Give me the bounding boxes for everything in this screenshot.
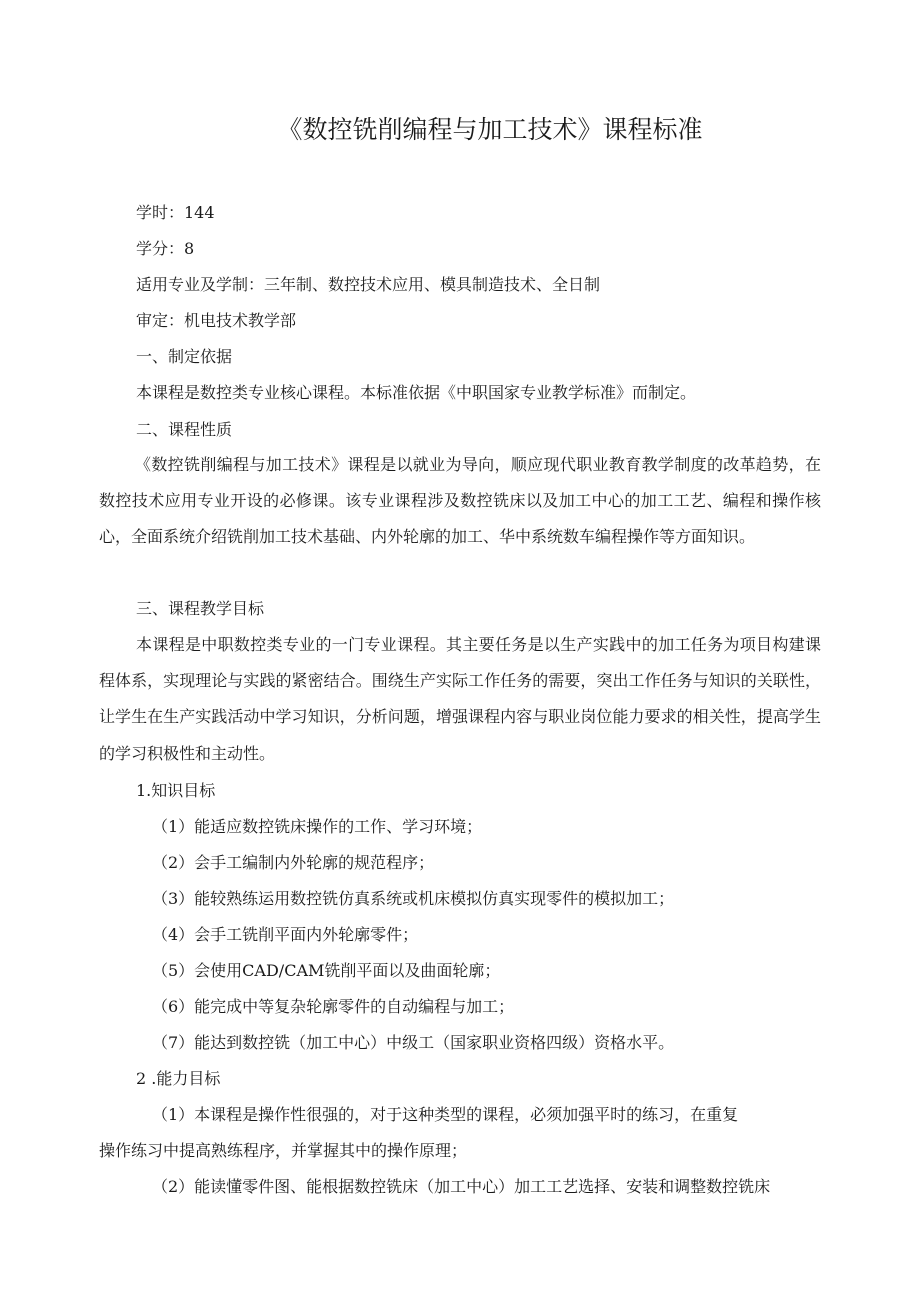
meta-majors: 适用专业及学制：三年制、数控技术应用、模具制造技术、全日制 [136,275,601,294]
section2-heading: 二、课程性质 [136,420,233,439]
knowledge-item: （3）能较熟练运用数控铣仿真系统或机床模拟仿真实现零件的模拟加工； [152,889,675,908]
ability-goals-heading: 2 .能力目标 [136,1069,221,1088]
knowledge-item: （2）会手工编制内外轮廓的规范程序； [152,853,435,872]
knowledge-goals-heading: 1.知识目标 [136,781,216,800]
knowledge-item: （5）会使用CAD/CAM铣削平面以及曲面轮廓； [152,961,501,980]
meta-approved: 审定：机电技术教学部 [136,311,297,330]
knowledge-item: （6）能完成中等复杂轮廓零件的自动编程与加工； [152,997,515,1016]
ability-item-2-line-1: （2）能读懂零件图、能根据数控铣床（加工中心）加工工艺选择、安装和调整数控铣床 [152,1177,771,1196]
section1-body: 本课程是数控类专业核心课程。本标准依据《中职国家专业教学标准》而制定。 [136,383,697,402]
ability-item-1-line-2: 操作练习中提高熟练程序，并掌握其中的操作原理； [99,1141,468,1160]
meta-credits: 学分：8 [136,239,195,258]
knowledge-item: （7）能达到数控铣（加工中心）中级工（国家职业资格四级）资格水平。 [152,1033,675,1052]
section3-heading: 三、课程教学目标 [136,599,265,618]
ability-item-1-line-1: （1）本课程是操作性很强的，对于这种类型的课程，必须加强平时的练习，在重复 [152,1105,739,1124]
knowledge-item: （4）会手工铣削平面内外轮廓零件； [152,925,419,944]
section2-body: 《数控铣削编程与加工技术》课程是以就业为导向，顺应现代职业教育教学制度的改革趋势，在数控技术应用专业开设的必修课。该专业课程涉及数控铣床以及加工中心的加工工艺、编程和操作核心，全面系统介绍铣削加工技术基础、内外轮廓的加工、华中系统数车编程操作等方面知识。 [99,455,821,547]
section1-heading: 一、制定依据 [136,347,233,366]
meta-hours: 学时：144 [136,203,215,222]
section3-body: 本课程是中职数控类专业的一门专业课程。其主要任务是以生产实践中的加工任务为项目构建课程体系，实现理论与实践的紧密结合。围绕生产实际工作任务的需要，突出工作任务与知识的关联性，让学生在生产实践活动中学习知识，分析问题，增强课程内容与职业岗位能力要求的相关性，提高学生的学习积极性和主动性。 [99,635,821,763]
document-title: 《数控铣削编程与加工技术》课程标准 [277,115,703,144]
knowledge-item: （1）能适应数控铣床操作的工作、学习环境； [152,817,483,836]
